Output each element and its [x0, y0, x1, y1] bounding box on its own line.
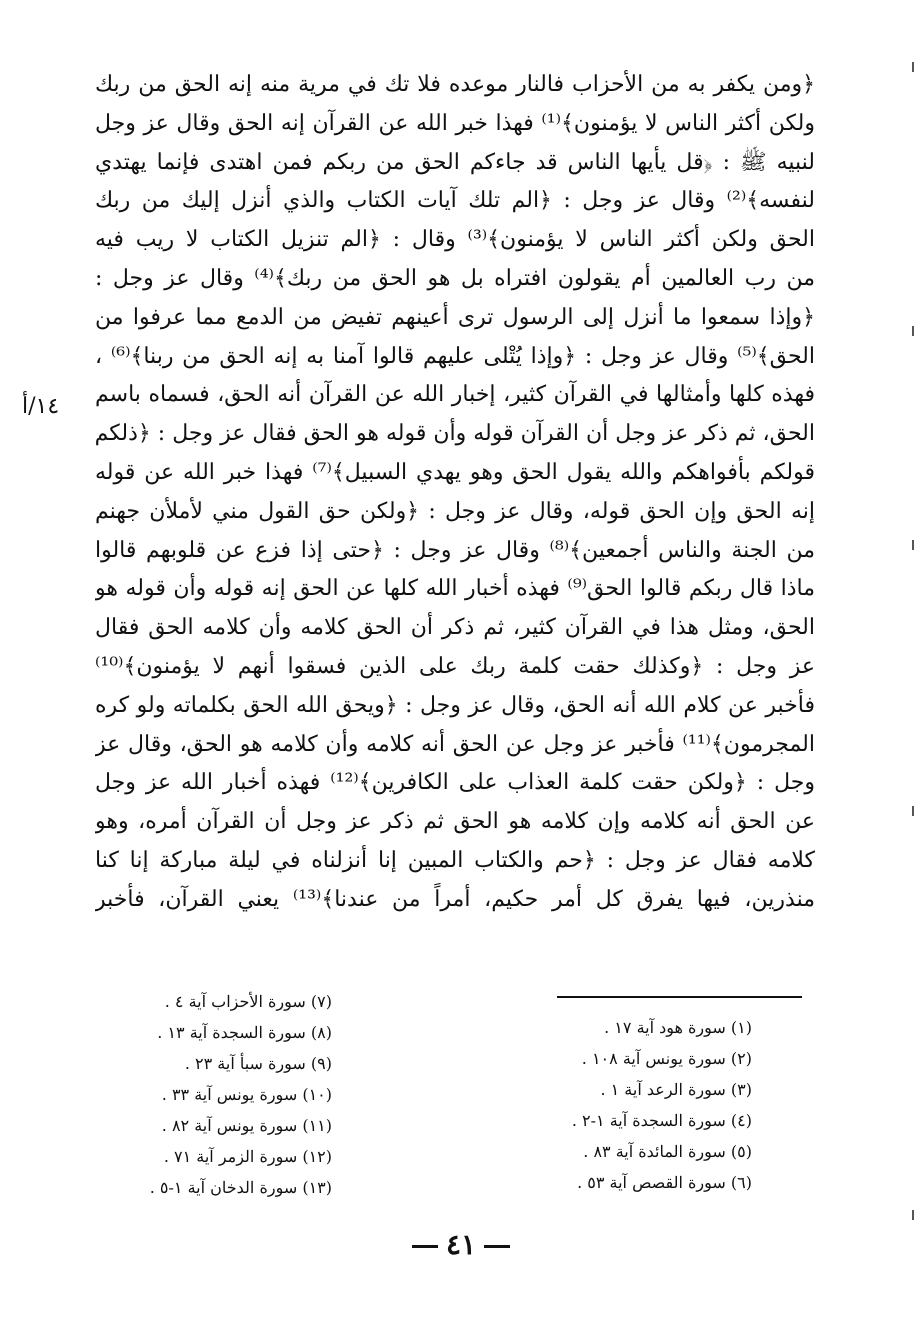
footnote: (٤) سورة السجدة آية ١-٢ . — [571, 1111, 752, 1130]
footnote: (٨) سورة السجدة آية ١٣ . — [157, 1023, 332, 1042]
scan-edge-mark — [912, 326, 914, 336]
footnote-divider — [557, 996, 802, 998]
text-line: المجرمون﴾⁽¹¹⁾ فأخبر عز وجل عن الحق أنه كلامه وأن كلامه هو الحق، وقال عز — [95, 731, 815, 757]
scan-edge-mark — [912, 806, 914, 816]
text-line: الحق، ثم ذكر عز وجل أن القرآن قوله وأن قوله هو الحق فقال عز وجل : ﴿ذلكم — [95, 421, 815, 447]
footnote: (١٣) سورة الدخان آية ١-٥ . — [149, 1178, 332, 1197]
text-line: الحق ولكن أكثر الناس لا يؤمنون﴾⁽³⁾ وقال : ﴿الم تنزيل الكتاب لا ريب فيه — [95, 227, 815, 253]
footnote: (٦) سورة القصص آية ٥٣ . — [577, 1173, 752, 1192]
text-line: إنه الحق وإن الحق قوله، وقال عز وجل : ﴿ولكن حق القول مني لأملأن جهنم — [95, 498, 815, 524]
text-line: قولكم بأفواهكم والله يقول الحق وهو يهدي السبيل﴾⁽⁷⁾ فهذا خبر الله عن قوله — [95, 459, 815, 485]
page-number — [0, 1228, 922, 1261]
main-text — [95, 66, 815, 920]
footnote: (٩) سورة سبأ آية ٢٣ . — [184, 1054, 332, 1073]
footnote: (١٢) سورة الزمر آية ٧١ . — [163, 1147, 332, 1166]
text-line: عز وجل : ﴿وكذلك حقت كلمة ربك على الذين فسقوا أنهم لا يؤمنون﴾⁽¹⁰⁾ — [95, 653, 815, 679]
page-number-dash — [412, 1245, 438, 1248]
page-number-value: ٤١ — [445, 1228, 477, 1261]
text-line: فهذه كلها وأمثالها في القرآن كثير، إخبار الله عن القرآن أنه الحق، فسماه باسم — [95, 382, 815, 408]
text-line: الحق، ومثل هذا في القرآن كثير، ثم ذكر أن الحق كلامه وأن كلامه الحق فقال — [95, 615, 815, 641]
text-line: منذرين، فيها يفرق كل أمر حكيم، أمراً من عندنا﴾⁽¹³⁾ يعني القرآن، فأخبر — [95, 886, 815, 912]
text-line: كلامه فقال عز وجل : ﴿حم والكتاب المبين إنا أنزلناه في ليلة مباركة إنا كنا — [95, 847, 815, 873]
text-line: عن الحق أنه كلامه وإن كلامه هو الحق ثم ذكر عز وجل أن القرآن أمره، وهو — [95, 809, 815, 835]
text-line: من الجنة والناس أجمعين﴾⁽⁸⁾ وقال عز وجل : ﴿حتى إذا فزع عن قلوبهم قالوا — [95, 537, 815, 563]
footnote: (٧) سورة الأحزاب آية ٤ . — [164, 992, 332, 1011]
text-line: ماذا قال ربكم قالوا الحق⁽⁹⁾ فهذه أخبار الله كلها عن الحق إنه قوله وأن قوله هو — [95, 576, 815, 602]
text-line: من رب العالمين أم يقولون افتراه بل هو الحق من ربك﴾⁽⁴⁾ وقال عز وجل : — [95, 265, 815, 291]
scan-edge-mark — [912, 62, 914, 72]
footnote: (٢) سورة يونس آية ١٠٨ . — [581, 1049, 752, 1068]
footnotes-right-column — [520, 1012, 752, 1198]
text-line: وجل : ﴿ولكن حقت كلمة العذاب على الكافرين﴾⁽¹²⁾ فهذه أخبار الله عز وجل — [95, 770, 815, 796]
footnote: (١) سورة هود آية ١٧ . — [604, 1018, 752, 1037]
text-line: ولكن أكثر الناس لا يؤمنون﴾⁽¹⁾ فهذا خبر الله عن القرآن إنه الحق وقال عز وجل — [95, 110, 815, 136]
footnote: (٣) سورة الرعد آية ١ . — [600, 1080, 752, 1099]
text-line: ﴿وإذا سمعوا ما أنزل إلى الرسول ترى أعينهم تفيض من الدمع مما عرفوا من — [95, 304, 815, 330]
footnotes-left-column — [100, 986, 332, 1203]
footnote: (١٠) سورة يونس آية ٣٣ . — [161, 1085, 332, 1104]
text-line: لنفسه﴾⁽²⁾ وقال عز وجل : ﴿الم تلك آيات الكتاب والذي أنزل إليك من ربك — [95, 188, 815, 214]
text-line: فأخبر عن كلام الله أنه الحق، وقال عز وجل : ﴿ويحق الله الحق بكلماته ولو كره — [95, 692, 815, 718]
footnote: (٥) سورة المائدة آية ٨٣ . — [583, 1142, 752, 1161]
text-line: الحق﴾⁽⁵⁾ وقال عز وجل : ﴿وإذا يُتْلى عليهم قالوا آمنا به إنه الحق من ربنا﴾⁽⁶⁾ ، — [95, 343, 815, 369]
manuscript-folio-note: ١٤/أ — [22, 394, 60, 419]
page-number-dash — [484, 1245, 510, 1248]
text-line: لنبيه ﷺ : ﴿قل يأيها الناس قد جاءكم الحق من ربكم فمن اهتدى فإنما يهتدي — [95, 149, 815, 175]
scan-edge-mark — [912, 540, 914, 550]
scan-edge-mark — [912, 1210, 914, 1220]
text-line: ﴿ومن يكفر به من الأحزاب فالنار موعده فلا تك في مرية منه إنه الحق من ربك — [95, 72, 815, 97]
footnote: (١١) سورة يونس آية ٨٢ . — [161, 1116, 332, 1135]
